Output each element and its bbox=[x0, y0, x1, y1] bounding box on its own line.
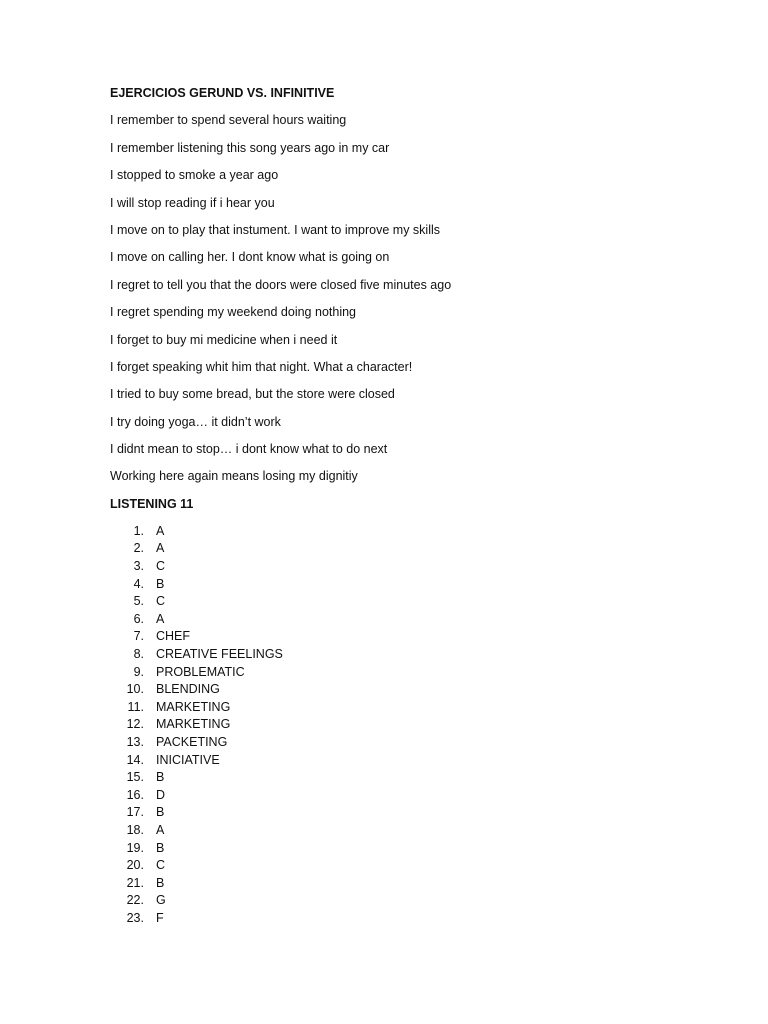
answer-item bbox=[110, 752, 710, 770]
sentence-line: I regret spending my weekend doing nothing bbox=[110, 305, 356, 320]
answer-number: 19. bbox=[126, 840, 144, 855]
sentence-line: I remember listening this song years ago in my car bbox=[110, 140, 390, 155]
answer-number: 1. bbox=[133, 523, 144, 538]
sentence-line: I remember to spend several hours waiting bbox=[110, 113, 347, 128]
answer-number: 8. bbox=[133, 647, 144, 662]
answer-item bbox=[110, 804, 710, 822]
listening-title: LISTENING 11 bbox=[110, 496, 194, 511]
sentence-line: I will stop reading if i hear you bbox=[110, 195, 275, 210]
answer-number: 12. bbox=[126, 717, 144, 732]
answer-text: B bbox=[156, 770, 165, 785]
sentence-line: I try doing yoga… it didn’t work bbox=[110, 414, 281, 429]
answer-text: C bbox=[156, 858, 166, 873]
sentence-line: I move on to play that instument. I want to improve my skills bbox=[110, 222, 440, 237]
answer-list bbox=[110, 523, 710, 928]
answer-text: C bbox=[156, 559, 166, 574]
answer-text: A bbox=[156, 541, 165, 556]
answer-item bbox=[110, 769, 710, 787]
document-body bbox=[110, 85, 710, 928]
answer-number: 15. bbox=[126, 770, 144, 785]
answer-text: PACKETING bbox=[156, 734, 228, 749]
answer-item bbox=[110, 892, 710, 910]
answer-text: MARKETING bbox=[156, 699, 231, 714]
answer-text: B bbox=[156, 576, 165, 591]
answer-item bbox=[110, 699, 710, 717]
exercise-title: EJERCICIOS GERUND VS. INFINITIVE bbox=[110, 86, 335, 100]
answer-text: BLENDING bbox=[156, 682, 220, 697]
answer-number: 4. bbox=[133, 576, 144, 591]
answer-text: B bbox=[156, 840, 165, 855]
answer-text: CREATIVE FEELINGS bbox=[156, 647, 283, 662]
answer-item bbox=[110, 822, 710, 840]
answer-item bbox=[110, 681, 710, 699]
answer-text: B bbox=[156, 805, 165, 820]
answer-number: 21. bbox=[126, 875, 144, 890]
sentence-line: I didnt mean to stop… i dont know what to do next bbox=[110, 442, 388, 457]
answer-item bbox=[110, 646, 710, 664]
answer-item bbox=[110, 523, 710, 541]
sentence-line: Working here again means losing my dignitiy bbox=[110, 469, 358, 484]
answer-number: 3. bbox=[133, 559, 144, 574]
answer-number: 6. bbox=[133, 611, 144, 626]
sentence-list bbox=[110, 112, 710, 484]
answer-number: 18. bbox=[126, 822, 144, 837]
answer-number: 2. bbox=[133, 541, 144, 556]
answer-item bbox=[110, 787, 710, 805]
answer-text: PROBLEMATIC bbox=[156, 664, 245, 679]
answer-item bbox=[110, 734, 710, 752]
sentence-line: I regret to tell you that the doors were closed five minutes ago bbox=[110, 277, 452, 292]
sentence-line: I tried to buy some bread, but the store were closed bbox=[110, 387, 395, 402]
answer-item bbox=[110, 664, 710, 682]
answer-number: 11. bbox=[127, 699, 144, 714]
answer-number: 20. bbox=[126, 858, 144, 873]
answer-number: 10. bbox=[126, 682, 144, 697]
answer-number: 16. bbox=[126, 787, 144, 802]
answer-item bbox=[110, 576, 710, 594]
answer-number: 14. bbox=[126, 752, 144, 767]
answer-text: B bbox=[156, 875, 165, 890]
answer-text: F bbox=[156, 910, 164, 925]
answer-item bbox=[110, 628, 710, 646]
sentence-line: I stopped to smoke a year ago bbox=[110, 168, 279, 183]
answer-number: 7. bbox=[133, 629, 144, 644]
answer-item bbox=[110, 857, 710, 875]
answer-text: INICIATIVE bbox=[156, 752, 220, 767]
answer-text: A bbox=[156, 523, 165, 538]
answer-text: G bbox=[156, 893, 166, 908]
answer-text: D bbox=[156, 787, 166, 802]
answer-number: 22. bbox=[126, 893, 144, 908]
answer-number: 23. bbox=[126, 910, 144, 925]
answer-item bbox=[110, 716, 710, 734]
answer-number: 17. bbox=[126, 805, 144, 820]
answer-number: 5. bbox=[133, 594, 144, 609]
answer-item bbox=[110, 875, 710, 893]
sentence-line: I forget to buy mi medicine when i need it bbox=[110, 332, 338, 347]
sentence-line: I forget speaking whit him that night. What a character! bbox=[110, 359, 413, 374]
answer-text: MARKETING bbox=[156, 717, 231, 732]
answer-text: A bbox=[156, 822, 165, 837]
answer-item bbox=[110, 840, 710, 858]
answer-number: 9. bbox=[133, 664, 144, 679]
answer-item bbox=[110, 910, 710, 928]
answer-item bbox=[110, 558, 710, 576]
sentence-line: I move on calling her. I dont know what is going on bbox=[110, 250, 390, 265]
answer-item bbox=[110, 593, 710, 611]
answer-text: A bbox=[156, 611, 165, 626]
answer-text: CHEF bbox=[156, 629, 191, 644]
answer-text: C bbox=[156, 594, 166, 609]
answer-item bbox=[110, 540, 710, 558]
answer-item bbox=[110, 611, 710, 629]
answer-number: 13. bbox=[126, 734, 144, 749]
